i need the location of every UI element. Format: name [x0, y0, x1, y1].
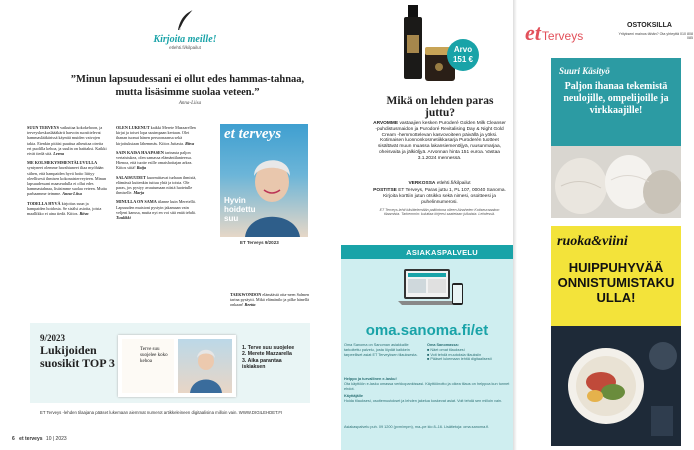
site-text-left: Oma Sanoma on Sanoman asiakkaille tarkoitettu palvelu, josta löydät kaikkein tarpeelliset asiat ET Terveyksen tilauksesta. [344, 343, 418, 357]
site-list-item: ■ Näet omat tilauksesi [427, 347, 465, 352]
service-header [341, 245, 513, 259]
cover-brand: et terveys [224, 126, 282, 142]
letter-lead: TAEKWONDON [230, 292, 262, 297]
letters-column-3 [230, 292, 310, 312]
site-list-text: Voit tehdä muutoksia tilauksiin [430, 352, 482, 357]
quiz-web [372, 181, 507, 186]
site-list-text: Pääset lukemaan lehtiä digitaalisesti [430, 357, 492, 362]
ad2-text: HUIPPUHYVÄÄ ONNISTUMISTAKUULLA! [557, 260, 675, 305]
quiz-privacy: ET Terveys-lehti käsittelemään palkintona olleen Ainaheien Kotiseuraaakon tilaamista. Tarkemmin: kuluttaa kirjeesi saatetaan julkaista. Lehdessä. [379, 208, 500, 217]
site-list-text: Näet omat tilauksesi [430, 347, 465, 352]
shop-title: OSTOKSILLA [627, 22, 672, 29]
letter-3 [27, 201, 107, 217]
cover-headline: Hyvin hoidettu suu [224, 196, 256, 223]
quiz-body-text: vastaajien kesken Puroderé Golden Milk Cleanser -puhdistusmaidon ja Purodoré Revitalising Day & Night Gold Cream -hemmottelevan kasvovoiteen päivällä ja yöksi. Kotimaisen luonnonkosmetiikkasarja Puroderén tuotteet sisältävät muun muassa lakansiemenöljyä, ruusunmarjaa, oheisvaita ja jälkiöljyä. Arvonnan hinta 151 euroa. Vastaa 3.1.2024 mennessä. [375, 121, 506, 161]
letter-signature: Leena [53, 151, 64, 157]
site-url[interactable]: oma.sanoma.fi/et [365, 322, 489, 339]
letter-signature: Anna-Liisa [62, 191, 82, 197]
letter-text: kuormittavat turhaan ihmistä, elämässä kuitenkin tuttuu yhtä ja toista. Ole paras, jos pystyy avautumaan niistä luotetulle ihmiselle. [116, 174, 197, 196]
pull-quote: ”Minun lapsuudessani ei ollut edes hammas-tahnaa, mutta lisäsimme suolaa veteen.” [70, 74, 305, 98]
magazine-cover [220, 124, 308, 237]
top3-item-1: 1. Terve suu suojelee [242, 345, 295, 351]
letter-lead: SUUN TERVEYS [27, 125, 60, 130]
ad2-photo [551, 326, 681, 446]
top3-spread-photo [178, 339, 232, 393]
ad1-text: Paljon ihanaa tekemistä neulojille, ompelijoille ja virkkaajille! [563, 81, 669, 116]
help-box [344, 377, 510, 404]
site-list-item: ■ Voit tehdä muutoksia tilauksiin [427, 352, 482, 357]
letters-column-1 [27, 125, 107, 220]
ad2-brand: ruoka&viini [557, 234, 628, 249]
letters-title: Kirjoita meille! [153, 34, 217, 45]
price-badge: Arvo 151 € [447, 39, 479, 71]
service-title: ASIAKASPALVELU [406, 248, 478, 257]
letter-lead: SAIN KAISA HAAPASEN [116, 149, 164, 155]
contact-text: Asiakaspalvelu puh. 09 1200 (pvm/mpm), ma–pe klo 8–16. Lisätietoja: oma.sanoma.fi. [344, 425, 490, 429]
top3-spread-left [122, 339, 174, 393]
letters-column-2 [116, 125, 198, 224]
letter-8 [230, 292, 310, 308]
letter-text: elämäästä otta-neen Salmen tarina pysäytti. Mikä elämänilo ja pilke hänellä onkaan! [230, 292, 310, 308]
footer-note: ET Terveys -lehden tilaajana pääset lukemaan aiemmat numerot artikkeleineen digitaalisina milloin vain. WWW.DIGILEHDET.FI [40, 410, 283, 415]
top3-list [242, 345, 304, 371]
brand-et: et [525, 20, 541, 45]
top3-article-title: Terve suu suojelee koko kehoa [140, 347, 168, 364]
quiz-body-lead: ARVOMME [373, 121, 399, 126]
device-image [396, 267, 466, 311]
brand-terveys: Terveys [541, 29, 584, 43]
top3-portrait [178, 339, 232, 393]
letters-email: etlehti.fi/kilpailut [169, 45, 201, 50]
ad-suuri-kasityo[interactable] [551, 58, 681, 218]
quiz-body [372, 121, 507, 162]
customer-service [341, 245, 513, 450]
letter-lead: MINULLA ON SAMA [116, 199, 157, 205]
letter-signature: Marja [133, 190, 145, 196]
letter-2 [27, 160, 107, 196]
letter-1 [27, 125, 107, 156]
quiz-web-lead: VERKOSSA [408, 181, 436, 186]
top3-item-2: 2. Merete Mazzarella [242, 351, 292, 358]
services-text: Hoida tilauksesi, osoitemuutokset ja lehden jakelua koskevat asiat. Voit tehdä sen milloin vain. [344, 399, 503, 404]
letter-text: kaikki Merete Mazzarellen kirjat ja toiset lopa uusimpaan kertaan. Olet ihanan tuonut hänen persoonaansa sekä kirjoituksiaan lähemmäs. Kiitos Juttasta. [116, 125, 196, 146]
top3-box [30, 323, 310, 403]
shop-sub: Yritykseni mainos tähän? Ota yhteyttä 010 808 085 [618, 32, 693, 41]
letter-text: syntyneet olemme havahtuneet iliaa myöhään siihen, että hampaiden hyvä hoito liittyy oleellisesti ihmisen kokonaisterveyteen. Minun lapsuudessani maaseudulla ei ollut edes hammastahnaa, lisäsimme suolaa veteen. Mutta parhaamme teimme. [27, 165, 107, 197]
letter-text: tilanne kuin Meretellä. Lapsuuden muistoni pystyin jakamaan vain veljeni kanssa, mutta nyt en voi sitä enää tehdä. [116, 199, 196, 215]
letter-lead: ME KOLMEKYMMENTÄLUVULLA [27, 160, 98, 166]
laptop-phone [396, 267, 466, 311]
quiz-web-text: etlehti.fi/kilpailut [435, 181, 471, 186]
letter-lead: OLEN LUKENUT [116, 125, 150, 130]
letter-text: vaikuttaa kokokehoon, ja terveyskeskusläääkärit harvoin suosittelevat hammaslääkärissä käyntiä muiden vaivojen takia. Etenkin pitäisi puuttua aiheuttaa oireita eri puolilla kehoa, ja suulin on haittaksi. Kaikki eivät tiedä sitä. [27, 125, 107, 157]
page-number: 6 [12, 436, 15, 442]
letter-signature: Ritva [185, 140, 195, 146]
services-title: Käyttäjälle [344, 394, 363, 399]
letter-5 [116, 150, 198, 171]
right-brand [525, 20, 583, 46]
ad1-photo [551, 146, 681, 218]
top3-issue: 9/2023 [40, 333, 66, 343]
letter-lead: SALAISUUDET [116, 174, 146, 180]
cover-caption: ET Terveys 9/2023 [240, 240, 279, 245]
letter-text: tarinasta paljon vertaistukea, olen samassa elämäntilanteessa. Hienoa, että tuotte esille omaishoitajan arkea. Kiitos siitä! [116, 149, 193, 171]
quiz-post-text: ET Terveys, Paras juttu 1, PL 107, 00040 Sanoma. Kirjoita korttiin jutun otsikko sekä nimesi, osoitteesi ja puhelinnumerosi. [383, 188, 506, 205]
letter-signature: Raija [136, 165, 147, 171]
ad-ruoka-viini[interactable] [551, 226, 681, 446]
letters-header [140, 8, 230, 53]
page-footer [12, 436, 67, 442]
page-brand: et terveys [19, 436, 43, 442]
quiz-post [372, 188, 507, 205]
feather-icon [172, 8, 198, 34]
letter-lead: TODELLA HYVÄ [27, 200, 61, 206]
top3-item-3: 3. Aika parantaa iskiaksen [242, 357, 282, 371]
letter-4 [116, 125, 198, 146]
quiz-post-lead: POSTITSE [373, 188, 397, 193]
help-title: Helppo ja turvallinen e-lasku! [344, 377, 397, 381]
right-page [517, 0, 694, 450]
quiz-title: Mikä on lehden paras juttu? [386, 95, 494, 119]
letter-text: kirjoitus suun ja hampaiden hoidosta. Se sisälsi asioita, joista maallikko ei aina tiedä. Kiitos. [27, 200, 102, 217]
pull-quote-author: Anna-Liisa [178, 101, 202, 106]
site-list-item: ■ Pääset lukemaan lehtiä digitaalisesti [427, 357, 492, 362]
top3-spread [118, 335, 236, 397]
letter-7 [116, 199, 198, 220]
ad1-brand: Suuri Käsityö [559, 66, 610, 76]
letter-signature: Ritva [79, 211, 89, 217]
letter-signature: Tuulikki [116, 215, 131, 221]
letter-6 [116, 175, 198, 196]
page-issue: 10 | 2023 [45, 436, 67, 442]
site-list [427, 343, 511, 362]
help-text: Ota käyttöön e-lasku omassa verkkopankissasi. Käyttöönotto ja oikea tilaus on helppoa kun tunnet ehdot. [344, 381, 510, 391]
letter-signature: Reetta [244, 302, 256, 308]
site-list-title: Oma Sanomassa: [427, 343, 459, 347]
top3-title: Lukijoiden suosikit TOP 3 [40, 343, 115, 370]
